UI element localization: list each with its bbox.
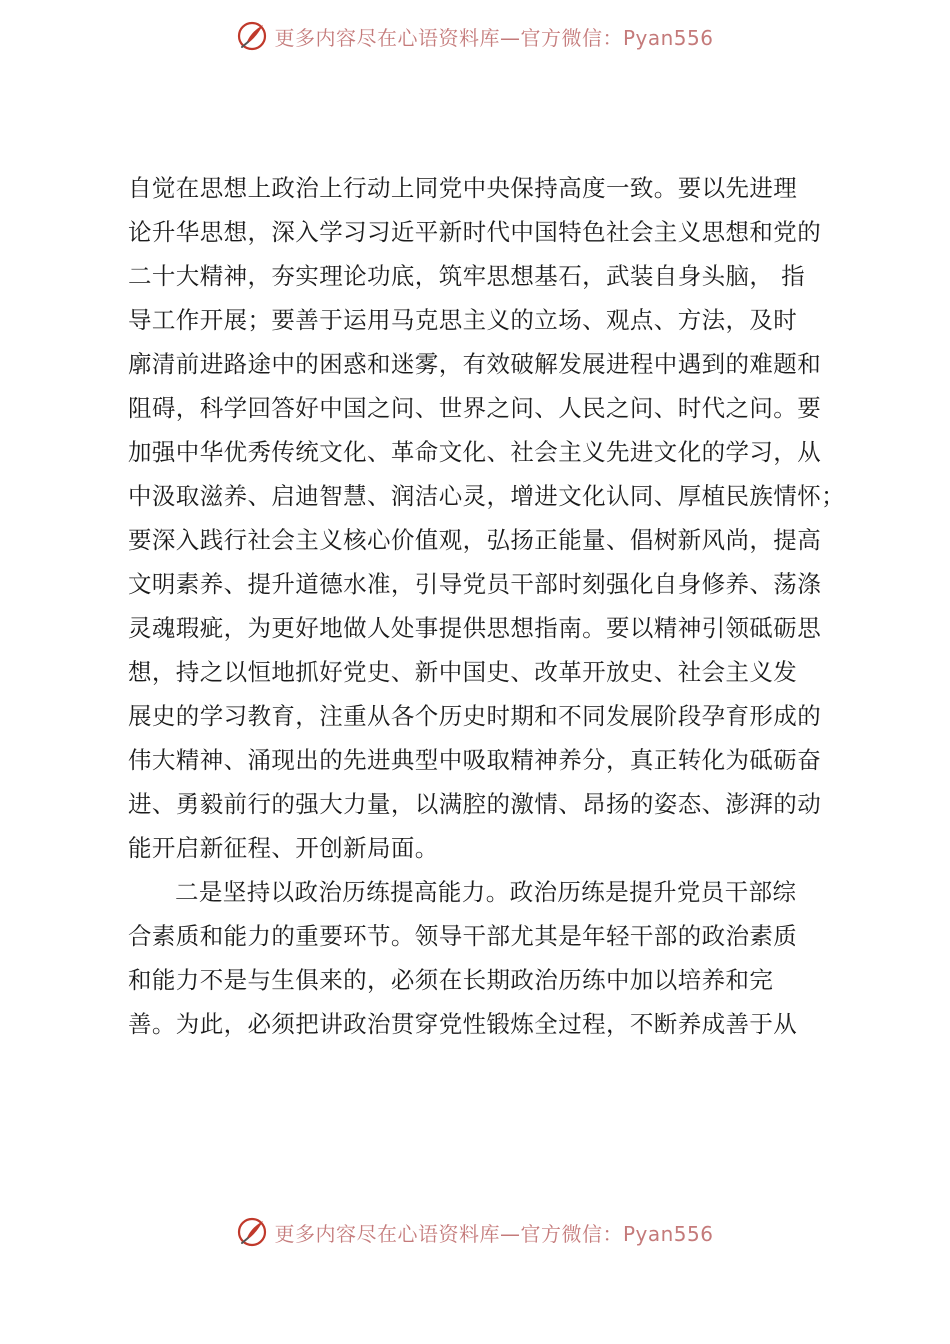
text-line: 展史的学习教育，注重从各个历史时期和不同发展阶段孕育形成的	[128, 702, 822, 730]
text-line: 文明素养、提升道德水准，引导党员干部时刻强化自身修养、荡涤	[128, 570, 822, 598]
text-line: 二是坚持以政治历练提高能力。政治历练是提升党员干部综	[175, 878, 797, 906]
quill-pen-icon	[236, 20, 268, 52]
text-line: 自觉在思想上政治上行动上同党中央保持高度一致。要以先进理	[128, 174, 798, 202]
paragraph	[128, 166, 848, 870]
footer-banner	[0, 1212, 950, 1252]
text-line: 导工作开展；要善于运用马克思主义的立场、观点、方法，及时	[128, 306, 798, 334]
text-line: 要深入践行社会主义核心价值观，弘扬正能量、倡树新风尚，提高	[128, 526, 822, 554]
text-line: 能开启新征程、开创新局面。	[128, 834, 439, 862]
text-line: 进、勇毅前行的强大力量，以满腔的激情、昂扬的姿态、澎湃的动	[128, 790, 822, 818]
text-line: 论升华思想，深入学习习近平新时代中国特色社会主义思想和党的	[128, 218, 822, 246]
text-line: 灵魂瑕疵，为更好地做人处事提供思想指南。要以精神引领砥砺思	[128, 614, 822, 642]
footer-banner-text: 更多内容尽在心语资料库—官方微信：Pyan556	[274, 1221, 714, 1246]
text-line: 想，持之以恒地抓好党史、新中国史、改革开放史、社会主义发	[128, 658, 798, 686]
text-line: 中汲取滋养、启迪智慧、润洁心灵，增进文化认同、厚植民族情怀；	[128, 482, 845, 510]
text-line: 二十大精神，夯实理论功底，筑牢思想基石，武装自身头脑， 指	[128, 262, 806, 290]
header-banner	[0, 16, 950, 56]
text-line: 廓清前进路途中的困惑和迷雾，有效破解发展进程中遇到的难题和	[128, 350, 822, 378]
text-line: 合素质和能力的重要环节。领导干部尤其是年轻干部的政治素质	[128, 922, 798, 950]
text-line: 阻碍，科学回答好中国之问、世界之问、人民之问、时代之问。要	[128, 394, 822, 422]
text-line: 和能力不是与生俱来的，必须在长期政治历练中加以培养和完	[128, 966, 774, 994]
text-line: 加强中华优秀传统文化、革命文化、社会主义先进文化的学习，从	[128, 438, 822, 466]
paragraph	[128, 870, 848, 1046]
quill-pen-icon	[236, 1216, 268, 1248]
header-banner-text: 更多内容尽在心语资料库—官方微信：Pyan556	[274, 25, 714, 50]
document-body	[128, 166, 848, 1046]
text-line: 伟大精神、涌现出的先进典型中吸取精神养分，真正转化为砥砺奋	[128, 746, 822, 774]
text-line: 善。为此，必须把讲政治贯穿党性锻炼全过程，不断养成善于从	[128, 1010, 798, 1038]
